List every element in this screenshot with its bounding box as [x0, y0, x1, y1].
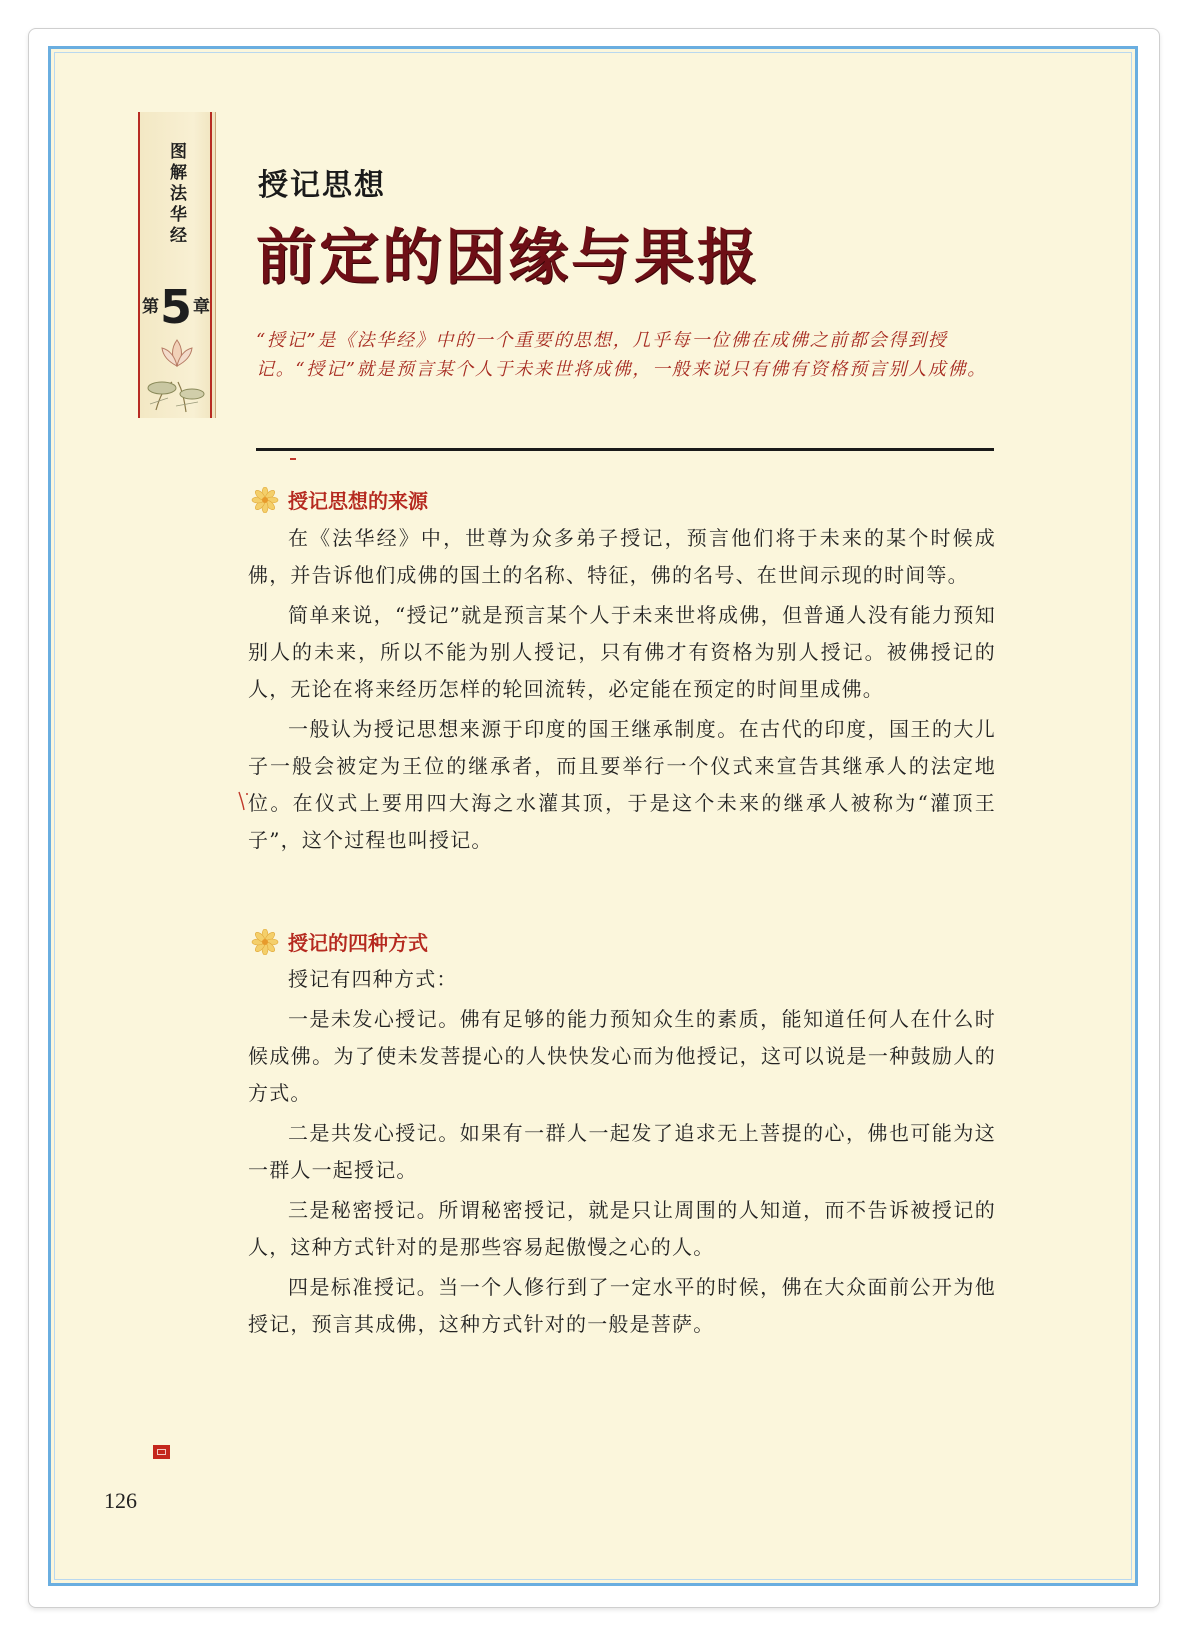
- divider-mark: [290, 458, 296, 460]
- chapter-label: [142, 280, 211, 334]
- paragraph: 授记有四种方式：: [288, 967, 458, 991]
- paragraph: 一般认为授记思想来源于印度的国王继承制度。在古代的印度，国王的大儿子一般会被定为王位的继承者，而且要举行一个仪式来宣告其继承人的法定地位。在仪式上要用四大海之水灌其顶，于是这个未来的继承人被称为“灌顶王子”，这个过程也叫授记。: [248, 717, 996, 852]
- intro-text: “授记”是《法华经》中的一个重要的思想，几乎每一位佛在成佛之前都会得到授记。“授记”就是预言某个人于未来世将成佛，一般来说只有佛有资格预言别人成佛。: [256, 330, 988, 380]
- tab-tan-rule: [215, 112, 216, 418]
- section-body-origin: [248, 520, 996, 862]
- section-heading-text: 授记思想的来源: [288, 489, 428, 513]
- section-subtitle: 授记思想: [258, 168, 386, 203]
- paragraph: 四是标准授记。当一个人修行到了一定水平的时候，佛在大众面前公开为他授记，预言其成佛，这种方式针对的一般是菩萨。: [248, 1275, 996, 1336]
- paragraph: 简单来说，“授记”就是预言某个人于未来世将成佛，但普通人没有能力预知别人的未来，所以不能为别人授记，只有佛才有资格为别人授记。被佛授记的人，无论在将来经历怎样的轮回流转，必定能在预定的时间里成佛。: [248, 603, 996, 701]
- chapter-prefix: 第: [142, 296, 159, 317]
- lotus-illustration-icon: [146, 332, 208, 414]
- chapter-suffix: 章: [193, 296, 211, 317]
- section-heading-text: 授记的四种方式: [288, 931, 428, 955]
- page-title: 前定的因缘与果报: [256, 223, 760, 293]
- book-title: 图解法华经: [166, 142, 186, 247]
- seal-stamp-icon: [153, 1445, 170, 1459]
- pen-tick-mark: [236, 790, 250, 812]
- chapter-number: 5: [160, 280, 193, 334]
- flower-bullet-icon: [248, 487, 282, 513]
- paragraph: 在《法华经》中，世尊为众多弟子授记，预言他们将于未来的某个时候成佛，并告诉他们成佛的国土的名称、特征，佛的名号、在世间示现的时间等。: [248, 526, 996, 587]
- section-body-methods: [248, 961, 996, 1346]
- chapter-tab: [138, 112, 216, 418]
- title-divider: [256, 448, 994, 451]
- section-heading-methods: [248, 927, 428, 956]
- paragraph: 三是秘密授记。所谓秘密授记，就是只让周围的人知道，而不告诉被授记的人，这种方式针对的是那些容易起傲慢之心的人。: [248, 1198, 996, 1259]
- paragraph: 二是共发心授记。如果有一群人一起发了追求无上菩提的心，佛也可能为这一群人一起授记。: [248, 1121, 996, 1182]
- paragraph: 一是未发心授记。佛有足够的能力预知众生的素质，能知道任何人在什么时候成佛。为了使未发菩提心的人快快发心而为他授记，这可以说是一种鼓励人的方式。: [248, 1007, 996, 1105]
- flower-bullet-icon: [248, 929, 282, 955]
- section-heading-origin: [248, 485, 428, 514]
- page-number: 126: [104, 1488, 137, 1513]
